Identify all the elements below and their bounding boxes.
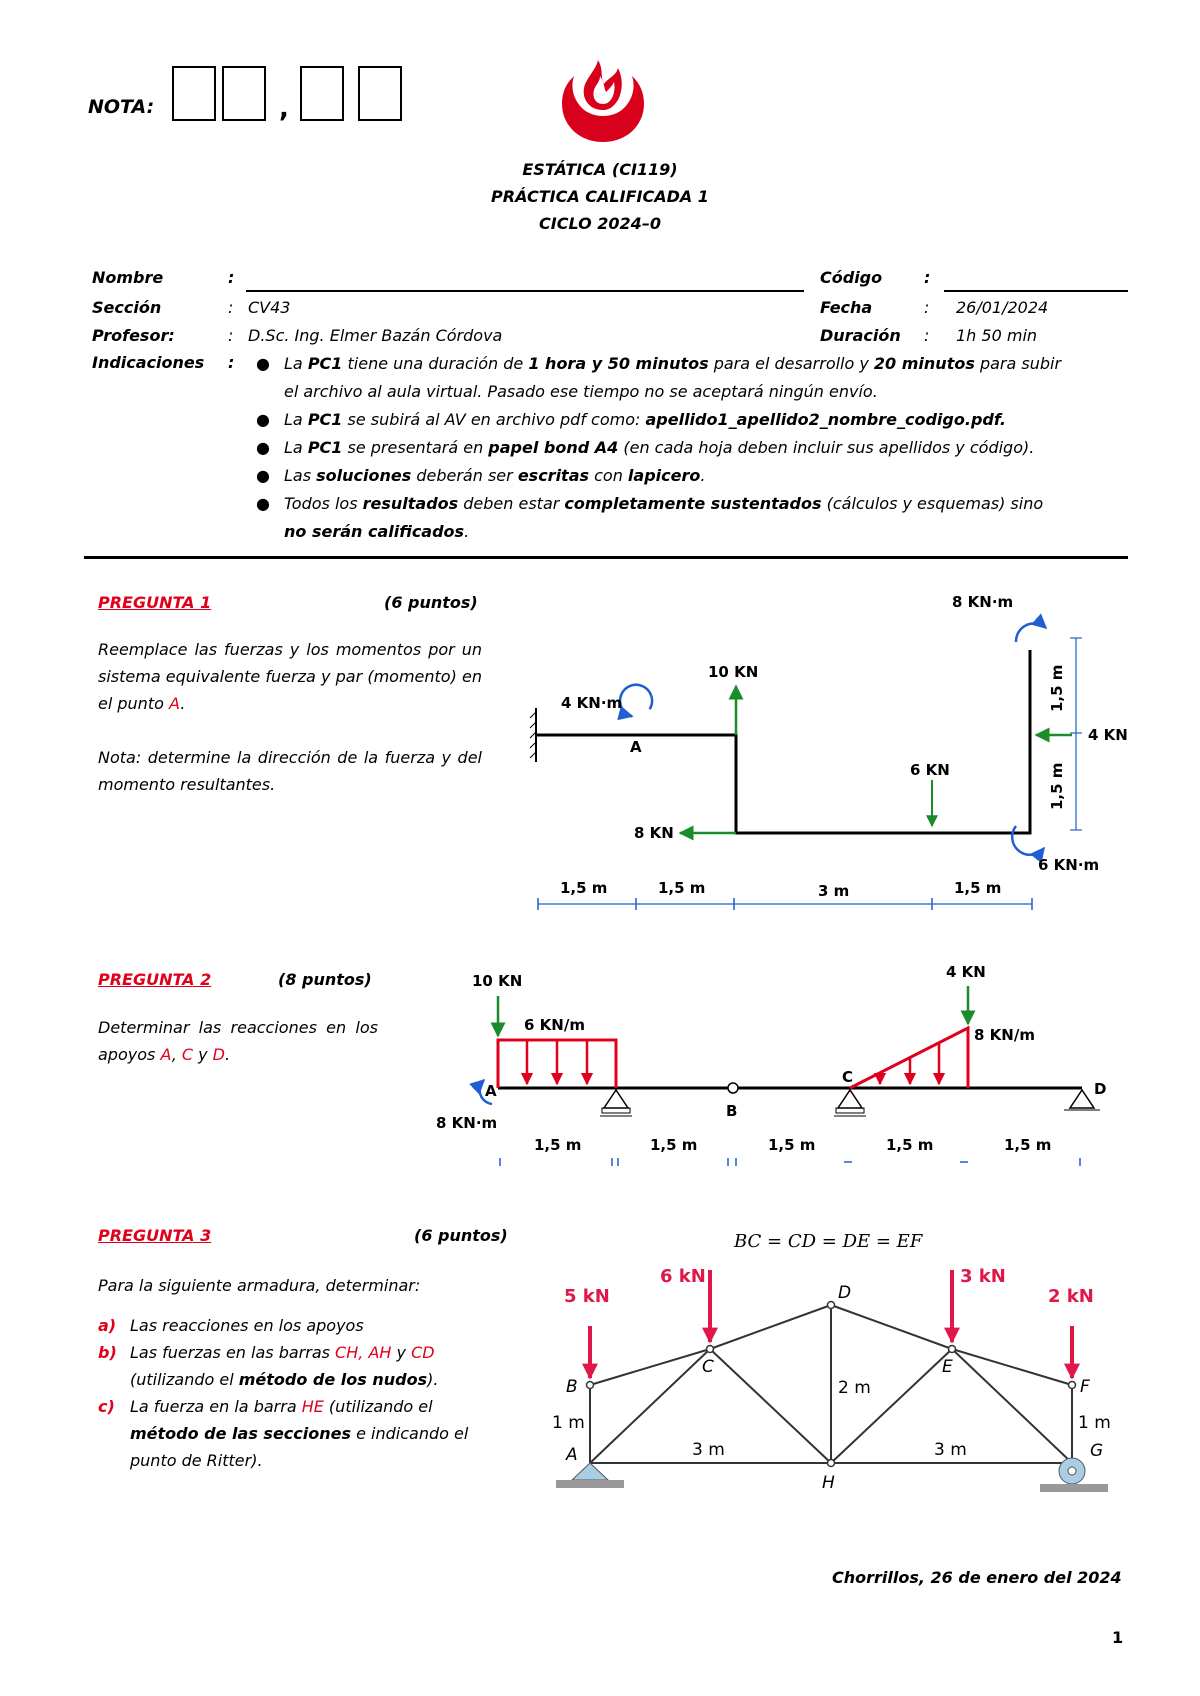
nota-label: NOTA:	[88, 96, 155, 118]
q1-frame	[536, 650, 1030, 833]
q2-figure	[420, 960, 1120, 1180]
place-date: Chorrillos, 26 de enero del 2024	[832, 1568, 1122, 1587]
q1-label-10kn: 10 KN	[708, 663, 759, 681]
codigo-colon: :	[924, 268, 931, 287]
q1-label-8knm: 8 KN·m	[952, 593, 1014, 611]
duracion-value: 1h 50 min	[956, 326, 1038, 345]
seccion-value: CV43	[248, 298, 291, 317]
q3-node-G: G	[1090, 1441, 1104, 1461]
q1-moment-8knm	[1016, 623, 1046, 642]
indicacion-4: ● Las soluciones deberán ser escritas con lapicero.	[256, 466, 706, 485]
q3-items: a) Las reacciones en los apoyos b) Las fuerzas en las barras CH, AH y CD (utilizando el método de los nudos). c) La fuerza en la barra HE (utilizando el método de las secciones e indicando el punto de Ritter).	[98, 1316, 469, 1470]
q3-equal-bars-note: BC = CD = DE = EF	[734, 1231, 923, 1252]
q3-title: PREGUNTA 3	[98, 1226, 212, 1245]
course-title: ESTÁTICA (CI119)	[522, 160, 678, 179]
q1-title: PREGUNTA 1	[98, 593, 212, 612]
q2-label-A: A	[485, 1082, 497, 1100]
q1-dim-4: 1,5 m	[954, 879, 1002, 897]
q1-dim-3: 3 m	[818, 882, 850, 900]
q2-dim-1: 1,5 m	[534, 1136, 582, 1154]
fecha-value: 26/01/2024	[956, 298, 1049, 317]
fecha-colon: :	[924, 298, 930, 317]
fecha-label: Fecha	[820, 298, 873, 317]
q2-label-C: C	[842, 1068, 854, 1086]
q1-vdim-1: 1,5 m	[1048, 664, 1066, 712]
university-logo	[560, 58, 646, 144]
q1-statement: Reemplace las fuerzas y los momentos por un sistema equivalente fuerza y par (momento) en el punto A.	[98, 640, 482, 713]
profesor-value: D.Sc. Ing. Elmer Bazán Córdova	[248, 326, 503, 345]
q3-figure	[548, 1222, 1128, 1512]
q3-node-D: D	[838, 1283, 852, 1303]
q1-label-4kn: 4 KN	[1088, 726, 1128, 744]
page-number: 1	[1112, 1628, 1124, 1647]
indicacion-2: ● La PC1 se subirá al AV en archivo pdf como: apellido1_apellido2_nombre_codigo.pdf.	[256, 410, 1007, 429]
codigo-field[interactable]	[944, 290, 1128, 292]
q1-points: (6 puntos)	[384, 593, 478, 612]
grade-box-4[interactable]	[358, 66, 402, 121]
q3-support-A	[556, 1463, 624, 1488]
q1-figure	[520, 585, 1140, 920]
nombre-field[interactable]	[246, 290, 804, 292]
q2-label-B: B	[726, 1102, 738, 1120]
q1-label-8kn: 8 KN	[634, 824, 674, 842]
q2-triangular-load	[850, 1028, 968, 1088]
q2-dimension-ticks	[500, 1158, 1080, 1166]
q2-title: PREGUNTA 2	[98, 970, 212, 989]
q2-dim-5: 1,5 m	[1004, 1136, 1052, 1154]
seccion-label: Sección	[92, 298, 162, 317]
q3-node-B: B	[566, 1377, 578, 1397]
nombre-label: Nombre	[92, 268, 164, 287]
q2-support-C	[834, 1090, 866, 1116]
q3-dim-2m: 2 m	[838, 1378, 871, 1398]
q2-points: (8 puntos)	[278, 970, 372, 989]
cycle-title: CICLO 2024–0	[539, 214, 661, 233]
indicacion-1: ● La PC1 tiene una duración de 1 hora y 50 minutos para el desarrollo y 20 minutos para subir el archivo al aula virtual. Pasado ese tiempo no se aceptará ningún envío.	[256, 354, 1062, 401]
duracion-label: Duración	[820, 326, 901, 345]
q2-label-8knm: 8 KN/m	[974, 1026, 1035, 1044]
q3-node-C: C	[702, 1357, 714, 1377]
q2-statement: Determinar las reacciones en los apoyos A, C y D.	[98, 1018, 378, 1064]
q3-label-6kn: 6 kN	[660, 1266, 706, 1287]
q3-node-A: A	[566, 1445, 578, 1465]
q1-dim-2: 1,5 m	[658, 879, 706, 897]
q3-truss-members	[590, 1305, 1072, 1463]
q2-hinge-B	[728, 1083, 738, 1093]
q1-label-A: A	[630, 738, 642, 756]
q2-label-8knm-moment: 8 KN·m	[436, 1114, 498, 1132]
q3-node-F: F	[1080, 1377, 1090, 1397]
q3-label-2kn: 2 kN	[1048, 1286, 1094, 1307]
profesor-colon: :	[228, 326, 234, 345]
duracion-colon: :	[924, 326, 930, 345]
indicacion-3: ● La PC1 se presentará en papel bond A4 (en cada hoja deben incluir sus apellidos y código).	[256, 438, 1035, 457]
q2-support-pin-A-roller	[600, 1090, 632, 1116]
indicaciones-colon: :	[228, 353, 235, 372]
q2-label-6knm: 6 KN/m	[524, 1016, 585, 1034]
q3-dim-1m-left: 1 m	[552, 1413, 585, 1433]
q1-dim-1: 1,5 m	[560, 879, 608, 897]
grade-box-1[interactable]	[172, 66, 216, 121]
q3-label-5kn: 5 kN	[564, 1286, 610, 1307]
q1-vdim-2: 1,5 m	[1048, 762, 1066, 810]
indicacion-5: ● Todos los resultados deben estar completamente sustentados (cálculos y esquemas) sino no serán calificados.	[256, 494, 1044, 541]
q3-dim-3m-left: 3 m	[692, 1440, 725, 1460]
profesor-label: Profesor:	[92, 326, 175, 345]
grade-box-2[interactable]	[222, 66, 266, 121]
indicaciones-label: Indicaciones	[92, 353, 205, 372]
q1-moment-6knm	[1012, 826, 1044, 855]
q3-points: (6 puntos)	[414, 1226, 508, 1245]
q1-note: Nota: determine la dirección de la fuerza y del momento resultantes.	[98, 748, 482, 794]
header-divider	[84, 556, 1128, 559]
q2-dim-2: 1,5 m	[650, 1136, 698, 1154]
q3-node-E: E	[942, 1357, 953, 1377]
q1-label-6knm: 6 KN·m	[1038, 856, 1100, 874]
q2-dim-4: 1,5 m	[886, 1136, 934, 1154]
nombre-colon: :	[228, 268, 235, 287]
q1-moment-4knm	[618, 682, 655, 719]
q1-label-4knm: 4 KN·m	[561, 694, 623, 712]
q2-label-4kn: 4 KN	[946, 963, 986, 981]
q3-dim-1m-right: 1 m	[1078, 1413, 1111, 1433]
seccion-colon: :	[228, 298, 234, 317]
q3-dim-3m-right: 3 m	[934, 1440, 967, 1460]
q2-label-10kn: 10 KN	[472, 972, 523, 990]
grade-box-3[interactable]	[300, 66, 344, 121]
q2-dim-3: 1,5 m	[768, 1136, 816, 1154]
grade-comma: ,	[279, 94, 289, 124]
codigo-label: Código	[820, 268, 883, 287]
exam-title: PRÁCTICA CALIFICADA 1	[491, 187, 709, 206]
q3-node-H: H	[822, 1473, 835, 1493]
q1-fixed-support	[530, 708, 536, 762]
q1-label-6kn: 6 KN	[910, 761, 950, 779]
q2-uniform-load	[498, 1040, 616, 1088]
q2-label-D: D	[1094, 1080, 1107, 1098]
q3-intro: Para la siguiente armadura, determinar:	[98, 1276, 421, 1295]
q3-label-3kn: 3 kN	[960, 1266, 1006, 1287]
